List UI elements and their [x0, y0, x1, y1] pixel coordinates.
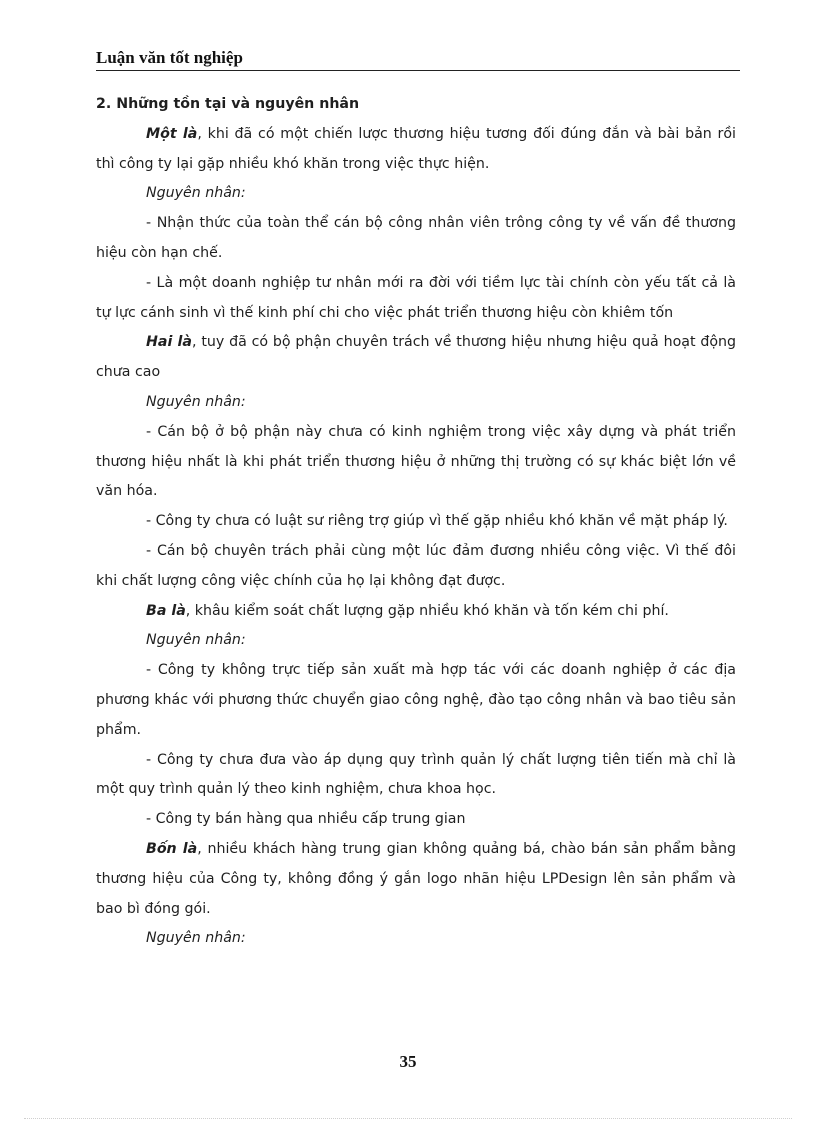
text-mot-la: , khi đã có một chiến lược thương hiệu tương đối đúng đắn và bài bản rồi thì công ty lại gặp nhiều khó khăn trong việc thực hiện.	[96, 125, 737, 172]
lead-ba-la: Ba là	[146, 602, 186, 619]
paragraph-cause-1a: - Nhận thức của toàn thể cán bộ công nhân viên trông công ty về vấn đề thương hiệu còn hạn chế.	[96, 215, 736, 261]
cause-label-1: Nguyên nhân:	[146, 185, 246, 202]
cause-label-4: Nguyên nhân:	[146, 930, 246, 947]
text-hai-la: , tuy đã có bộ phận chuyên trách về thương hiệu nhưng hiệu quả hoạt động chưa cao	[96, 334, 737, 381]
paragraph-cause-3b: - Công ty chưa đưa vào áp dụng quy trình quản lý chất lượng tiên tiến mà chỉ là một quy trình quản lý theo kinh nghiệm, chưa khoa học.	[96, 751, 736, 798]
paragraph-bon-la	[96, 835, 736, 924]
page-header	[96, 48, 740, 71]
lead-hai-la: Hai là	[146, 334, 192, 351]
cause-label-2: Nguyên nhân:	[146, 393, 246, 410]
text-bon-la: , nhiều khách hàng trung gian không quảng bá, chào bán sản phẩm bằng thương hiệu của Công ty, không đồng ý gắn logo nhãn hiệu LPDesign lên sản phẩm và bao bì đóng gói.	[96, 840, 736, 917]
text-ba-la: , khâu kiểm soát chất lượng gặp nhiều khó khăn và tốn kém chi phí.	[185, 602, 669, 619]
paragraph-ba-la	[96, 597, 736, 627]
paragraph-cause-1b: - Là một doanh nghiệp tư nhân mới ra đời với tiềm lực tài chính còn yếu tất cả là tự lực cánh sinh vì thế kinh phí chi cho việc phát triển thương hiệu còn khiêm tốn	[96, 274, 736, 321]
paragraph-mot-la	[96, 120, 736, 180]
lead-mot-la: Một là	[146, 125, 198, 142]
page-number: 35	[399, 1052, 417, 1071]
paragraph-hai-la	[96, 328, 736, 388]
cause-label-3: Nguyên nhân:	[146, 632, 246, 649]
paragraph-cause-3a: - Công ty không trực tiếp sản xuất mà hợp tác với các doanh nghiệp ở các địa phương khác với phương thức chuyển giao công nghệ, đào tạo công nhân và bao tiêu sản phẩm.	[96, 662, 736, 738]
section-heading: 2. Những tồn tại và nguyên nhân	[96, 96, 360, 112]
lead-bon-la: Bốn là	[146, 840, 198, 857]
paragraph-cause-2a: - Cán bộ ở bộ phận này chưa có kinh nghiệm trong việc xây dựng và phát triển thương hiệu nhất là khi phát triển thương hiệu ở những thị trường có sự khác biệt lớn về văn hóa.	[96, 423, 736, 500]
paragraph-cause-2c: - Cán bộ chuyên trách phải cùng một lúc đảm đương nhiều công việc. Vì thế đôi khi chất lượng công việc chính của họ lại không đạt được.	[96, 542, 736, 589]
header-title: Luận văn tốt nghiệp	[96, 48, 243, 67]
paragraph-cause-3c: - Công ty bán hàng qua nhiều cấp trung gian	[146, 811, 466, 828]
document-body	[96, 90, 736, 954]
paragraph-cause-2b: - Công ty chưa có luật sư riêng trợ giúp vì thế gặp nhiều khó khăn về mặt pháp lý.	[146, 513, 728, 530]
page-bottom-divider	[24, 1118, 792, 1119]
